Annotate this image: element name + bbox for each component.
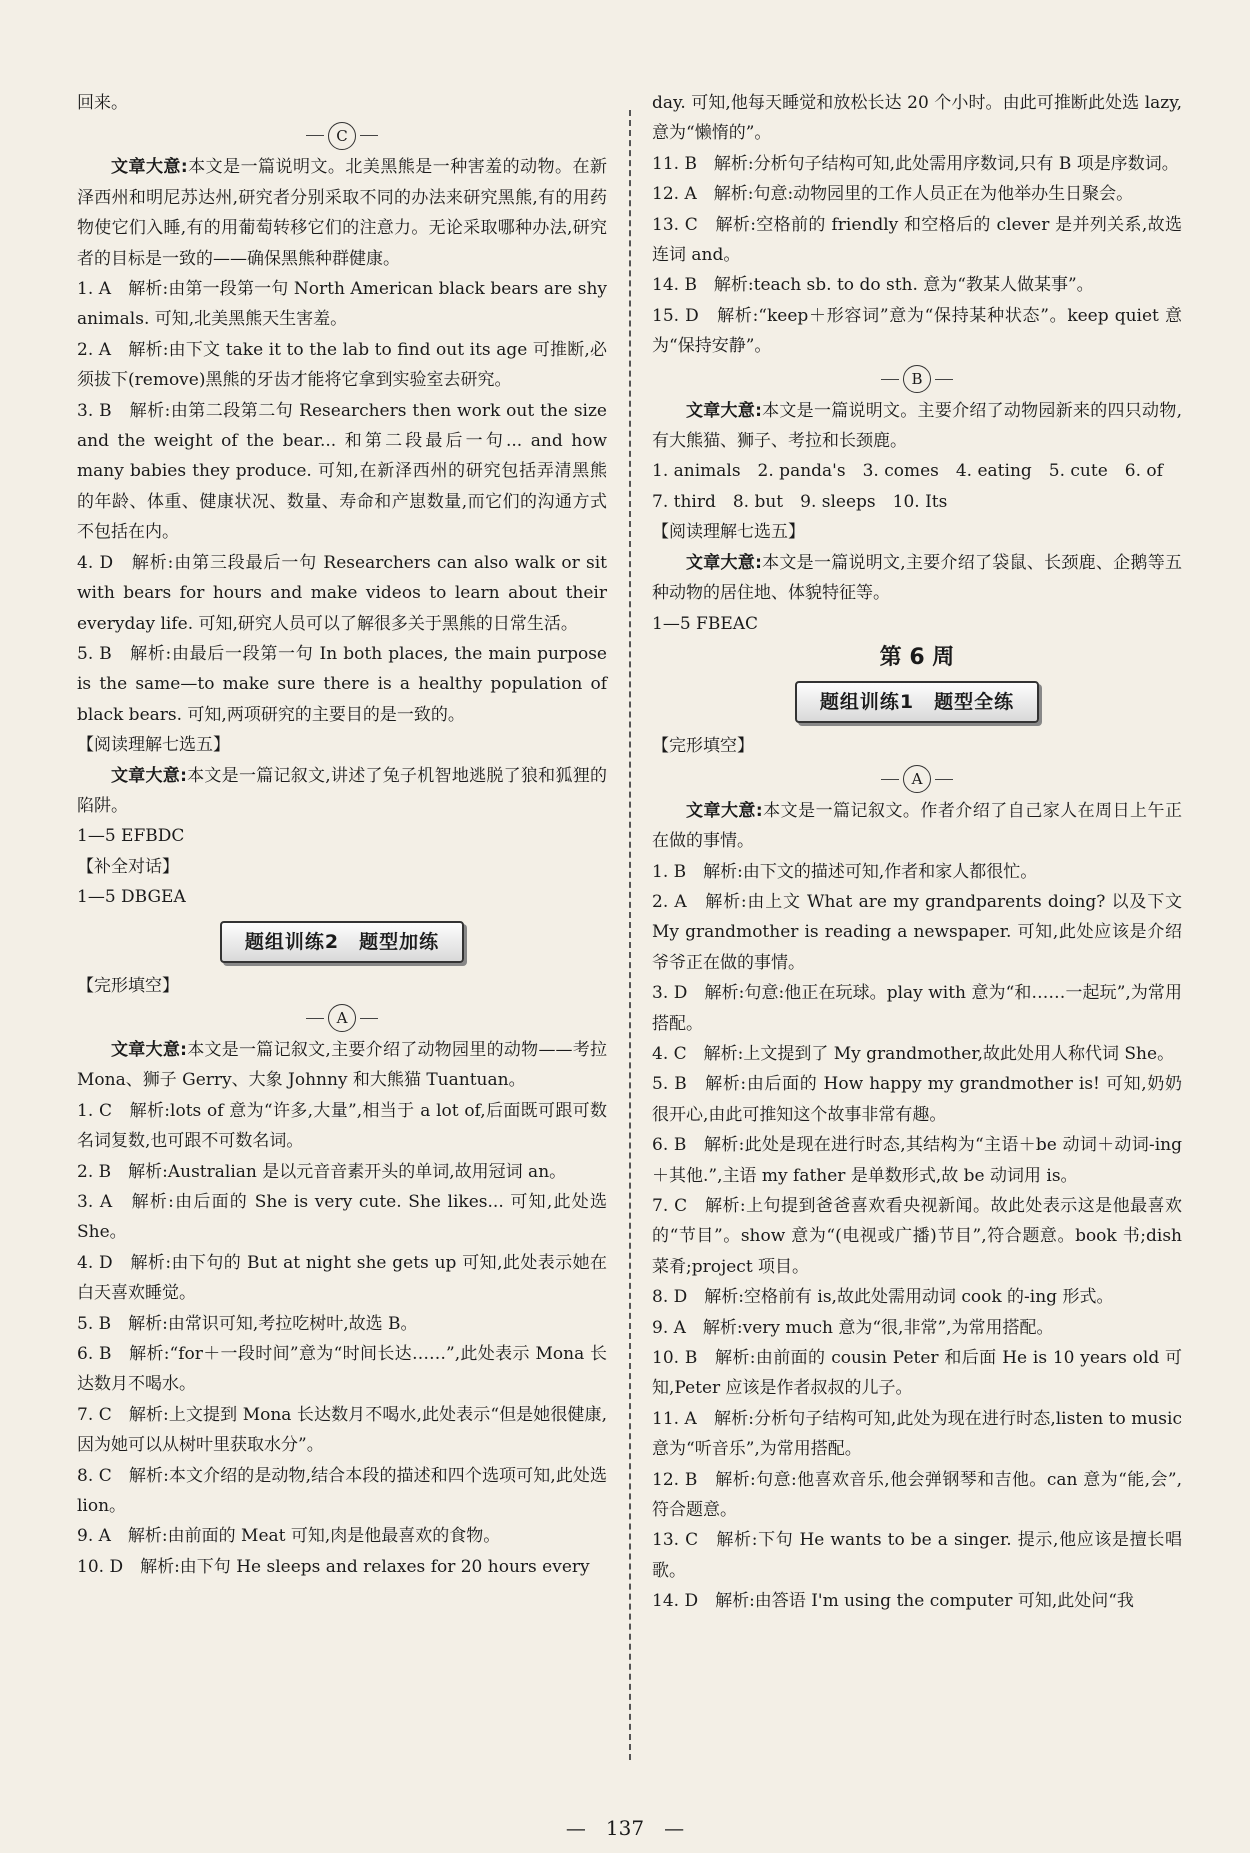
- answer-paragraph: 3. D 解析:句意:他正在玩球。play with 意为“和……一起玩”,为常用搭配。: [652, 983, 1182, 1034]
- answer-paragraph: 6. B 解析:“for＋一段时间”意为“时间长达……”,此处表示 Mona 长达数月不喝水。: [77, 1344, 607, 1395]
- answer-paragraph: 13. C 解析:空格前的 friendly 和空格后的 clever 是并列关系,故选连词 and。: [652, 214, 1182, 266]
- summary-label: 文章大意:: [686, 400, 762, 421]
- answer-paragraph: 1—5 FBEAC: [652, 613, 759, 634]
- answer-paragraph: 13. C 解析:下句 He wants to be a singer. 提示,他应该是擅长唱歌。: [652, 1530, 1182, 1581]
- left-column: [77, 88, 607, 1582]
- answer-paragraph: 2. A 解析:由下文 take it to the lab to find out its age 可推断,必须拔下(remove)黑熊的牙齿才能将它拿到实验室去研究。: [77, 339, 607, 391]
- answer-paragraph: 9. A 解析:由前面的 Meat 可知,肉是他最喜欢的食物。: [77, 1526, 501, 1547]
- summary-label: 文章大意:: [111, 157, 188, 178]
- section-banner: 题组训练1 题型全练: [795, 681, 1039, 723]
- answer-paragraph: 5. B 解析:由常识可知,考拉吃树叶,故选 B。: [77, 1313, 418, 1334]
- answer-paragraph: 【阅读理解七选五】: [652, 522, 805, 543]
- answer-paragraph: 【完形填空】: [77, 975, 179, 996]
- week-heading: 第 6 周: [879, 644, 955, 670]
- answer-paragraph: 8. D 解析:空格前有 is,故此处需用动词 cook 的-ing 形式。: [652, 1287, 1114, 1308]
- answer-paragraph: 1. B 解析:由下文的描述可知,作者和家人都很忙。: [652, 861, 1038, 882]
- answer-paragraph: 10. D 解析:由下句 He sleeps and relaxes for 20 hours every: [77, 1556, 590, 1577]
- answer-paragraph: 1. animals 2. panda's 3. comes 4. eating 5. cute 6. of: [652, 461, 1163, 482]
- answer-paragraph: 2. B 解析:Australian 是以元音音素开头的单词,故用冠词 an。: [77, 1161, 567, 1182]
- answer-paragraph: 11. A 解析:分析句子结构可知,此处为现在进行时态,listen to music 意为“听音乐”,为常用搭配。: [652, 1408, 1182, 1460]
- answer-paragraph: 7. C 解析:上文提到 Mona 长达数月不喝水,此处表示“但是她很健康,因为她可以从树叶里获取水分”。: [77, 1404, 607, 1456]
- answer-paragraph: 4. D 解析:由下句的 But at night she gets up 可知,此处表示她在白天喜欢睡觉。: [77, 1252, 607, 1304]
- page-number: — 137 —: [565, 1816, 685, 1840]
- section-marker: [77, 118, 607, 152]
- answer-paragraph: 15. D 解析:“keep＋形容词”意为“保持某种状态”。keep quiet 意为“保持安静”。: [652, 305, 1182, 357]
- answer-paragraph: 6. B 解析:此处是现在进行时态,其结构为“主语＋be 动词＋动词-ing＋其他.”,主语 my father 是单数形式,故 be 动词用 is。: [652, 1135, 1182, 1186]
- answer-paragraph: 3. A 解析:由后面的 She is very cute. She likes... 可知,此处选 She。: [77, 1192, 607, 1243]
- column-divider: [629, 110, 631, 1760]
- answer-paragraph: 【补全对话】: [77, 856, 179, 877]
- summary-label: 文章大意:: [111, 765, 187, 786]
- section-letter: C: [328, 122, 356, 150]
- answer-paragraph: 3. B 解析:由第二段第二句 Researchers then work out the size and the weight of the bear... 和第二段最后一句... and how many babies they produce. 可知,在新泽西州的研究包括弄清黑熊的年龄、体重、健康状况、数量、寿命和产崽数量,而它们的沟通方式不包括在内。: [77, 400, 607, 543]
- summary-paragraph: 文章大意:本文是一篇记叙文。作者介绍了自己家人在周日上午正在做的事情。: [652, 800, 1182, 852]
- answer-paragraph: 1. A 解析:由第一段第一句 North American black bears are shy animals. 可知,北美黑熊天生害羞。: [77, 279, 607, 330]
- section-letter: A: [328, 1004, 356, 1032]
- answer-paragraph: 4. C 解析:上文提到了 My grandmother,故此处用人称代词 She。: [652, 1043, 1175, 1064]
- answer-paragraph: 4. D 解析:由第三段最后一句 Researchers can also walk or sit with bears for hours and make videos to learn about their everyday life. 可知,研究人员可以了解很多关于黑熊的日常生活。: [77, 552, 607, 634]
- summary-paragraph: 文章大意:本文是一篇记叙文,主要介绍了动物园里的动物——考拉 Mona、狮子 Gerry、大象 Johnny 和大熊猫 Tuantuan。: [77, 1039, 607, 1091]
- answer-paragraph: 回来。: [77, 93, 128, 113]
- answer-paragraph: 11. B 解析:分析句子结构可知,此处需用序数词,只有 B 项是序数词。: [652, 153, 1179, 174]
- section-letter: A: [903, 765, 931, 793]
- answer-paragraph: 14. B 解析:teach sb. to do sth. 意为“教某人做某事”。: [652, 275, 1094, 296]
- summary-label: 文章大意:: [686, 800, 763, 821]
- answer-paragraph: 1—5 DBGEA: [77, 887, 186, 908]
- summary-paragraph: 文章大意:本文是一篇记叙文,讲述了兔子机智地逃脱了狼和狐狸的陷阱。: [77, 765, 607, 816]
- answer-paragraph: 5. B 解析:由后面的 How happy my grandmother is! 可知,奶奶很开心,由此可推知这个故事非常有趣。: [652, 1074, 1182, 1125]
- answer-paragraph: 9. A 解析:very much 意为“很,非常”,为常用搭配。: [652, 1317, 1054, 1338]
- section-letter: B: [903, 365, 931, 393]
- section-banner: 题组训练2 题型加练: [220, 921, 464, 963]
- answer-paragraph: 5. B 解析:由最后一段第一句 In both places, the main purpose is the same—to make sure there is a healthy population of black bears. 可知,两项研究的主要目的是一致的。: [77, 643, 607, 725]
- answer-paragraph: 12. B 解析:句意:他喜欢音乐,他会弹钢琴和吉他。can 意为“能,会”,符合题意。: [652, 1469, 1182, 1521]
- answer-paragraph: 2. A 解析:由上文 What are my grandparents doing? 以及下文 My grandmother is reading a newspaper. 可知,此处应该是介绍爷爷正在做的事情。: [652, 891, 1182, 973]
- answer-paragraph: day. 可知,他每天睡觉和放松长达 20 个小时。由此可推断此处选 lazy,意为“懒惰的”。: [652, 93, 1182, 144]
- answer-paragraph: 14. D 解析:由答语 I'm using the computer 可知,此处问“我: [652, 1591, 1134, 1612]
- summary-paragraph: 文章大意:本文是一篇说明文,主要介绍了袋鼠、长颈鹿、企鹅等五种动物的居住地、体貌特征等。: [652, 552, 1182, 604]
- section-marker: [652, 362, 1182, 396]
- summary-paragraph: 文章大意:本文是一篇说明文。主要介绍了动物园新来的四只动物,有大熊猫、狮子、考拉和长颈鹿。: [652, 400, 1182, 452]
- summary-label: 文章大意:: [686, 552, 762, 573]
- answer-paragraph: 【阅读理解七选五】: [77, 735, 230, 756]
- answer-paragraph: 1—5 EFBDC: [77, 826, 185, 847]
- answer-paragraph: 10. B 解析:由前面的 cousin Peter 和后面 He is 10 years old 可知,Peter 应该是作者叔叔的儿子。: [652, 1348, 1182, 1399]
- summary-label: 文章大意:: [111, 1039, 187, 1060]
- section-marker: [652, 762, 1182, 796]
- summary-paragraph: 文章大意:本文是一篇说明文。北美黑熊是一种害羞的动物。在新泽西州和明尼苏达州,研究者分别采取不同的办法来研究黑熊,有的用药物使它们入睡,有的用葡萄转移它们的注意力。无论采取哪种办法,研究者的目标是一致的——确保黑熊种群健康。: [77, 157, 607, 269]
- right-column: [652, 88, 1182, 1617]
- answer-paragraph: 【完形填空】: [652, 736, 754, 757]
- answer-paragraph: 7. C 解析:上句提到爸爸喜欢看央视新闻。故此处表示这是他最喜欢的“节目”。show 意为“(电视或广播)节目”,符合题意。book 书;dish 菜肴;project 项目。: [652, 1196, 1182, 1277]
- answer-paragraph: 1. C 解析:lots of 意为“许多,大量”,相当于 a lot of,后面既可跟可数名词复数,也可跟不可数名词。: [77, 1100, 607, 1152]
- section-marker: [77, 1001, 607, 1035]
- answer-paragraph: 8. C 解析:本文介绍的是动物,结合本段的描述和四个选项可知,此处选 lion。: [77, 1465, 607, 1517]
- answer-paragraph: 12. A 解析:句意:动物园里的工作人员正在为他举办生日聚会。: [652, 184, 1134, 205]
- answer-paragraph: 7. third 8. but 9. sleeps 10. Its: [652, 491, 948, 512]
